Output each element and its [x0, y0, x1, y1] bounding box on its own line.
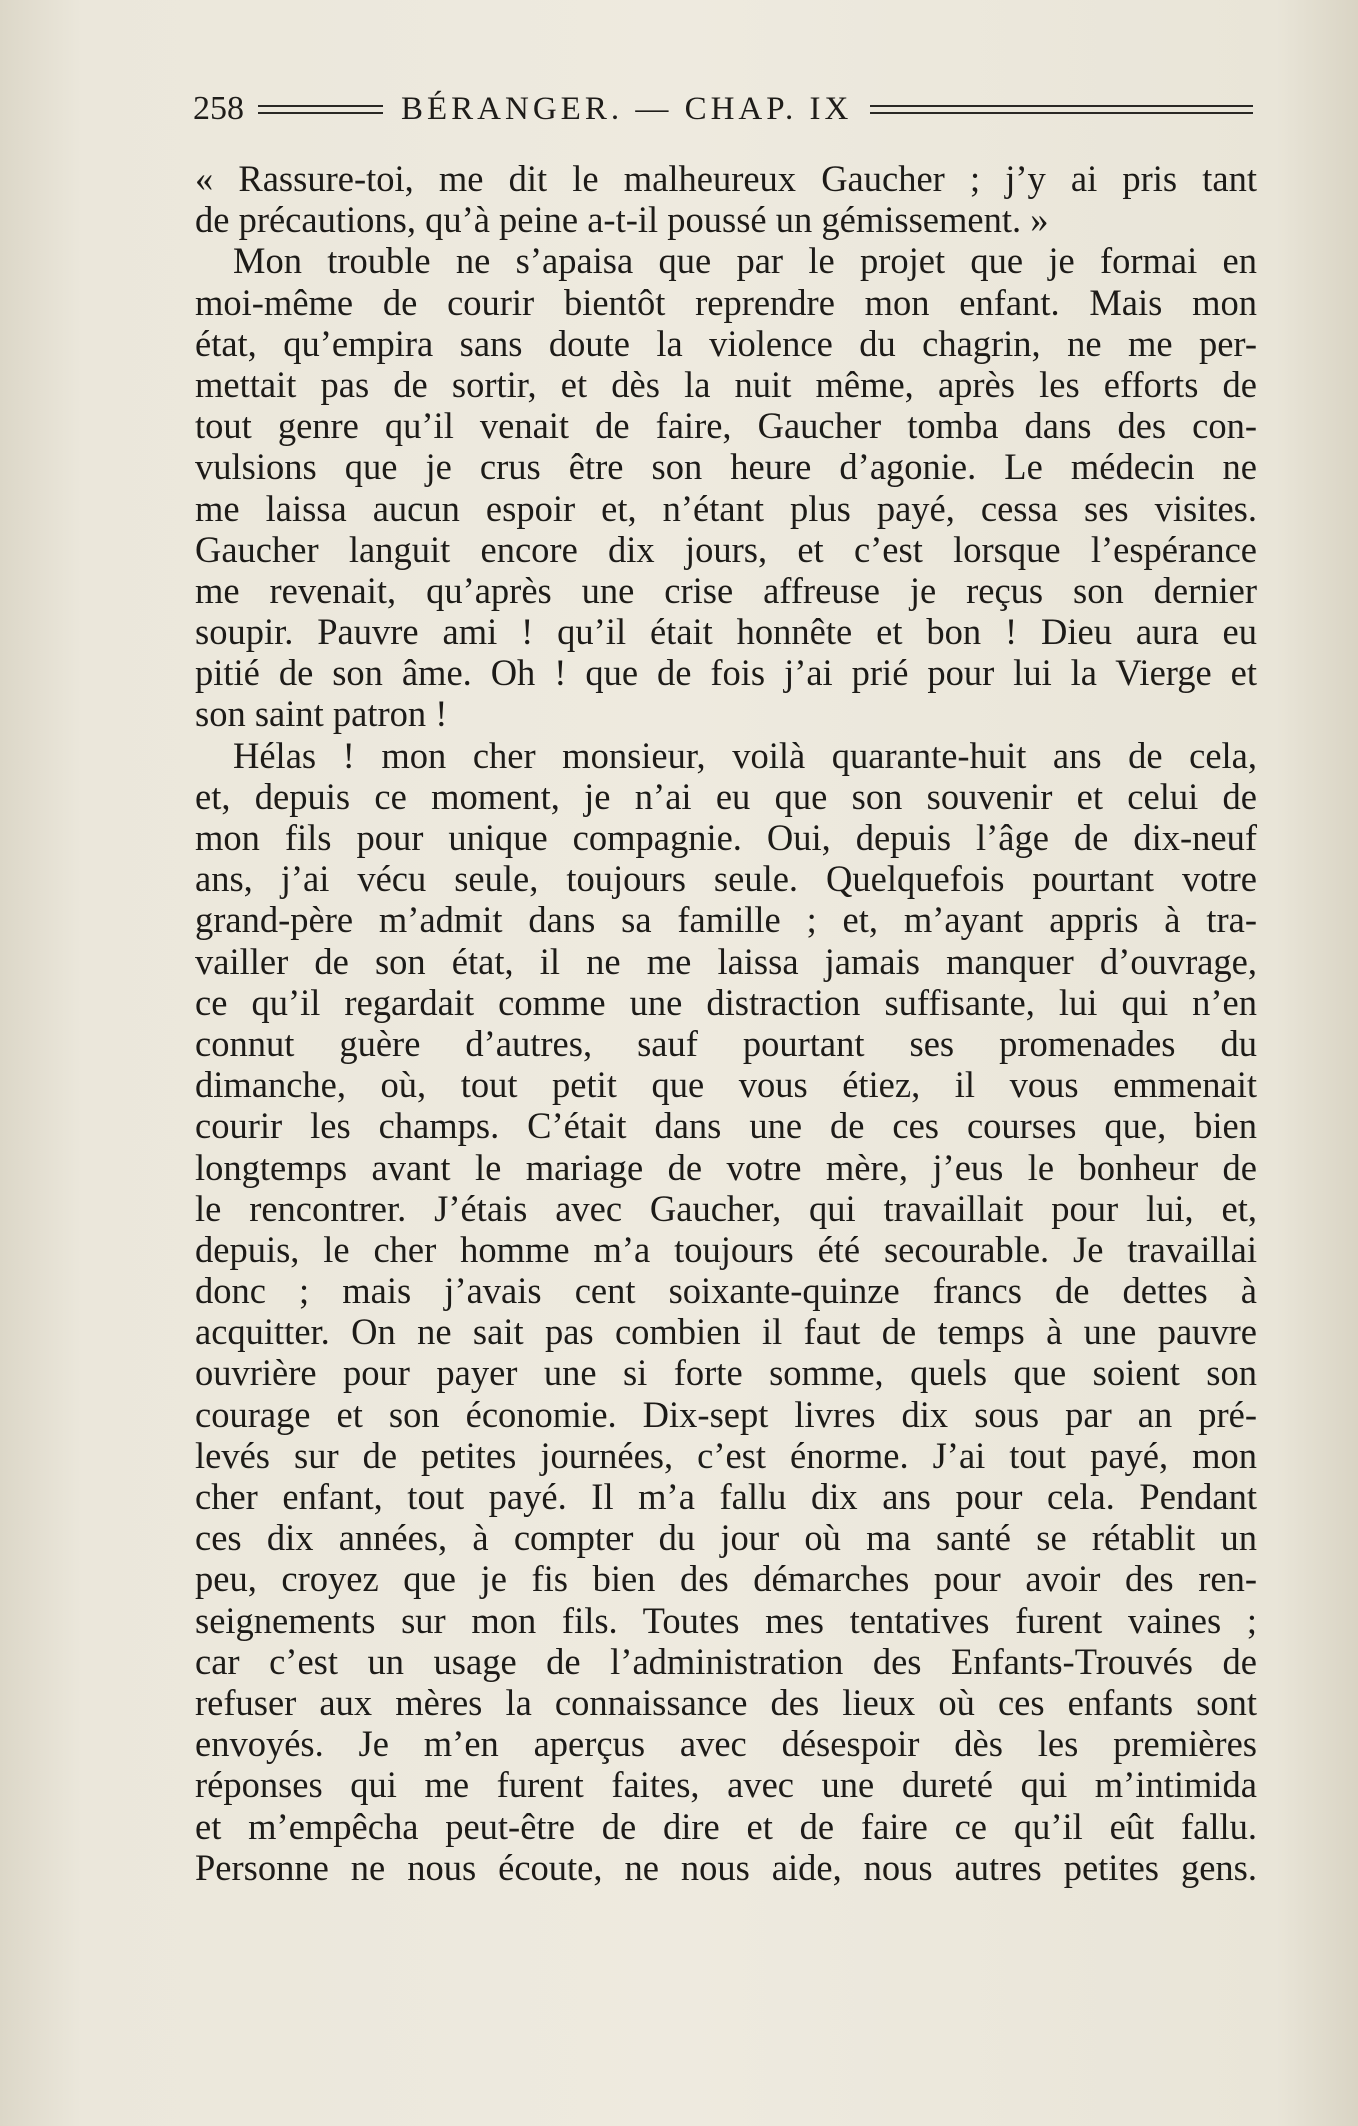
text-line: [195, 611, 1257, 652]
text-line-content: pitié de son âme. Oh ! que de fois j’ai prié pour lui la Vierge et: [195, 652, 1257, 694]
text-line-content: donc ; mais j’avais cent soixante-quinze francs de dettes à: [195, 1270, 1257, 1312]
text-line-content: mettait pas de sortir, et dès la nuit même, après les efforts de: [195, 363, 1257, 405]
body-text: [195, 158, 1257, 1888]
text-line: [195, 158, 1257, 199]
text-line-content: tout genre qu’il venait de faire, Gaucher tomba dans des con-: [195, 405, 1257, 447]
text-line-content: dimanche, où, tout petit que vous étiez, il vous emmenait: [195, 1064, 1257, 1106]
text-line: [195, 1023, 1257, 1064]
text-line: [195, 652, 1257, 693]
text-line-content: cher enfant, tout payé. Il m’a fallu dix ans pour cela. Pendant: [195, 1476, 1257, 1517]
text-line-content: longtemps avant le mariage de votre mère, j’eus le bonheur de: [195, 1146, 1257, 1188]
text-line: [195, 1147, 1257, 1188]
text-line: [195, 899, 1257, 940]
text-line: [195, 1229, 1257, 1270]
text-line-content: moi-même de courir bientôt reprendre mon enfant. Mais mon: [195, 281, 1257, 323]
text-line: [195, 1764, 1257, 1805]
text-line-content: le rencontrer. J’étais avec Gaucher, qui travaillait pour lui, et,: [195, 1187, 1257, 1229]
text-line-content: courage et son économie. Dix-sept livres dix sous par an pré-: [195, 1393, 1257, 1435]
text-line: [195, 1311, 1257, 1352]
header-rule-right: [870, 105, 1253, 114]
text-line: [195, 446, 1257, 487]
text-line: [195, 405, 1257, 446]
text-line: [195, 941, 1257, 982]
text-line-content: grand-père m’admit dans sa famille ; et, m’ayant appris à tra-: [195, 899, 1257, 941]
text-line: [195, 1188, 1257, 1229]
text-line-content: peu, croyez que je fis bien des démarches pour avoir des ren-: [195, 1558, 1257, 1600]
text-line: [195, 1806, 1257, 1847]
text-line: [195, 776, 1257, 817]
text-line: [195, 1517, 1257, 1558]
text-line: [195, 1270, 1257, 1311]
text-line: [195, 1352, 1257, 1393]
text-line-content: seignements sur mon fils. Toutes mes tentatives furent vaines ;: [195, 1599, 1257, 1641]
text-line: [195, 570, 1257, 611]
text-line: [195, 1682, 1257, 1723]
text-line: [195, 1847, 1257, 1888]
text-line: [195, 282, 1257, 323]
text-line-content: « Rassure-toi, me dit le malheureux Gaucher ; j’y ai pris tant: [195, 158, 1257, 199]
text-line-content: me laissa aucun espoir et, n’étant plus payé, cessa ses visites.: [195, 487, 1257, 529]
text-line: [195, 817, 1257, 858]
text-line: [195, 1600, 1257, 1641]
text-line-content: soupir. Pauvre ami ! qu’il était honnête et bon ! Dieu aura eu: [195, 611, 1257, 653]
text-line-content: ce qu’il regardait comme une distraction suffisante, lui qui n’en: [195, 981, 1257, 1023]
text-line-content: Personne ne nous écoute, ne nous aide, nous autres petites gens.: [195, 1846, 1257, 1888]
text-line-content: ouvrière pour payer une si forte somme, quels que soient son: [195, 1352, 1257, 1394]
text-line: [195, 1435, 1257, 1476]
running-title: BÉRANGER. — CHAP. IX: [401, 90, 853, 127]
text-line-content: depuis, le cher homme m’a toujours été secourable. Je travaillai: [195, 1228, 1257, 1270]
text-line: [195, 735, 1257, 776]
text-line: [195, 1641, 1257, 1682]
text-line-content: courir les champs. C’était dans une de ces courses que, bien: [195, 1105, 1257, 1147]
text-line-content: me revenait, qu’après une crise affreuse je reçus son dernier: [195, 569, 1257, 611]
text-line: [195, 240, 1257, 281]
text-line: [195, 1723, 1257, 1764]
text-line-content: vailler de son état, il ne me laissa jamais manquer d’ouvrage,: [195, 940, 1257, 982]
text-line-content: refuser aux mères la connaissance des lieux où ces enfants sont: [195, 1681, 1257, 1723]
text-line-content: et, depuis ce moment, je n’ai eu que son souvenir et celui de: [195, 775, 1257, 817]
page-number: 258: [193, 90, 244, 127]
text-line: [195, 1064, 1257, 1105]
text-line-content: réponses qui me furent faites, avec une dureté qui m’intimida: [195, 1764, 1257, 1806]
text-line-content: Hélas ! mon cher monsieur, voilà quarante-huit ans de cela,: [233, 734, 1257, 776]
text-line-content: ces dix années, à compter du jour où ma santé se rétablit un: [195, 1517, 1257, 1559]
text-line-content: Gaucher languit encore dix jours, et c’est lorsque l’espérance: [195, 528, 1257, 570]
text-line-content: mon fils pour unique compagnie. Oui, depuis l’âge de dix-neuf: [195, 817, 1257, 858]
running-header: [193, 84, 1253, 134]
text-line-content: Mon trouble ne s’apaisa que par le projet que je formai en: [233, 240, 1257, 282]
text-line-content: car c’est un usage de l’administration des Enfants-Trouvés de: [195, 1640, 1257, 1682]
text-line: [195, 1105, 1257, 1146]
text-line-content: de précautions, qu’à peine a-t-il poussé un gémissement. »: [195, 199, 1049, 241]
text-line: [195, 982, 1257, 1023]
text-line-content: ans, j’ai vécu seule, toujours seule. Quelquefois pourtant votre: [195, 858, 1257, 900]
text-line: [195, 323, 1257, 364]
text-line-content: et m’empêcha peut-être de dire et de faire ce qu’il eût fallu.: [195, 1805, 1257, 1847]
header-rule-left: [258, 105, 383, 114]
text-line-content: vulsions que je crus être son heure d’agonie. Le médecin ne: [195, 446, 1257, 488]
text-line: [195, 488, 1257, 529]
text-line-content: état, qu’empira sans doute la violence du chagrin, ne me per-: [195, 322, 1257, 364]
text-line-content: acquitter. On ne sait pas combien il faut de temps à une pauvre: [195, 1311, 1257, 1353]
text-line: [195, 199, 1257, 240]
text-line: [195, 364, 1257, 405]
text-line-content: son saint patron !: [195, 693, 448, 735]
text-line: [195, 693, 1257, 734]
text-line: [195, 529, 1257, 570]
text-line: [195, 1394, 1257, 1435]
text-line-content: connut guère d’autres, sauf pourtant ses promenades du: [195, 1022, 1257, 1064]
text-line: [195, 1476, 1257, 1517]
text-line-content: levés sur de petites journées, c’est énorme. J’ai tout payé, mon: [195, 1434, 1257, 1476]
text-line-content: envoyés. Je m’en aperçus avec désespoir dès les premières: [195, 1723, 1257, 1765]
text-line: [195, 858, 1257, 899]
text-line: [195, 1558, 1257, 1599]
